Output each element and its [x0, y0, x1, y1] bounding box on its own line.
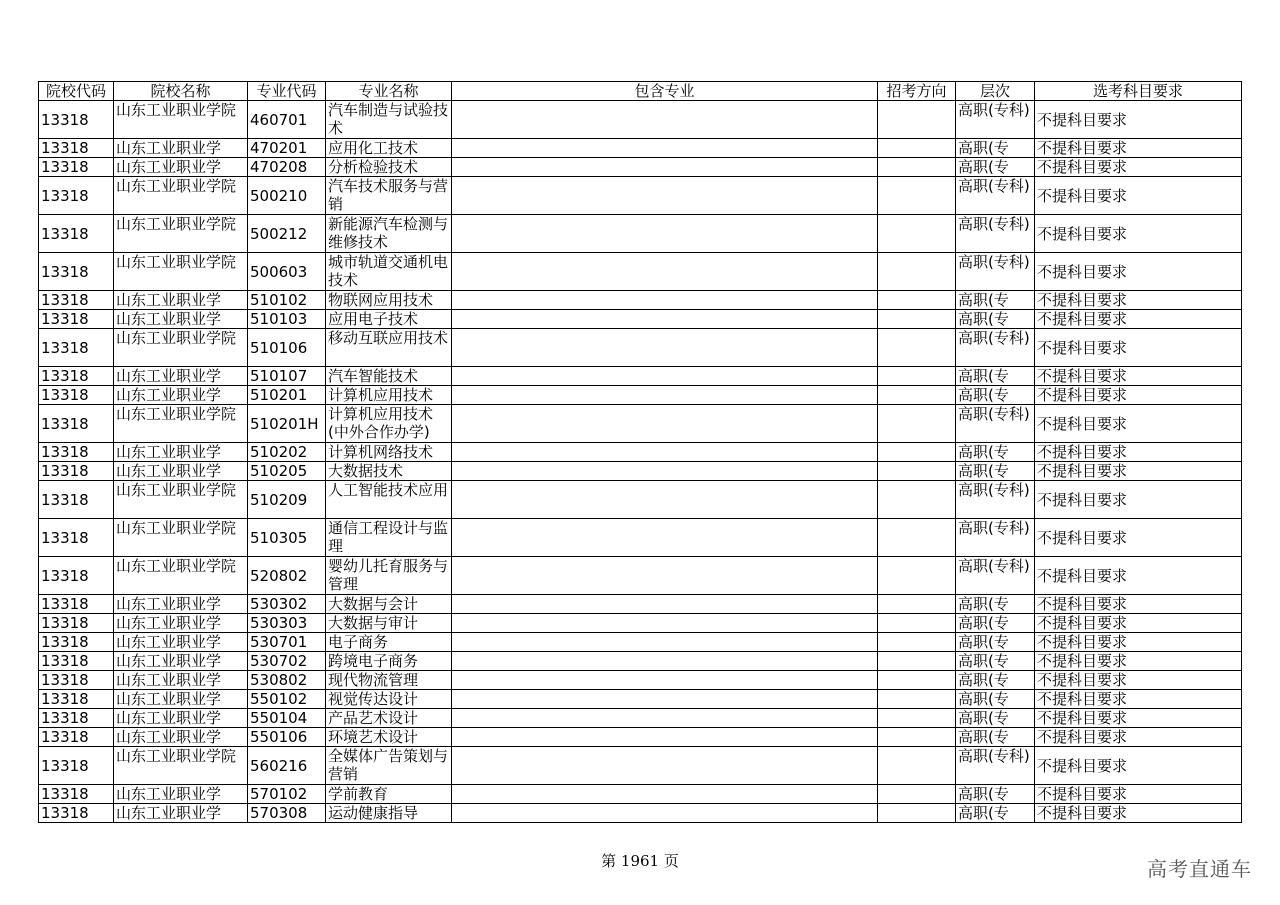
cell-school-code: 13318: [39, 709, 114, 728]
cell-subject-requirement: 不提科目要求: [1035, 386, 1242, 405]
cell-school-code: 13318: [39, 253, 114, 291]
cell-major-code: 500603: [248, 253, 326, 291]
cell-included-majors: [452, 443, 878, 462]
table-row: [39, 747, 1242, 785]
cell-major-name: 计算机网络技术: [326, 443, 452, 462]
cell-school-name: 山东工业职业学院: [114, 747, 248, 785]
cell-school-code: 13318: [39, 804, 114, 823]
cell-subject-requirement: 不提科目要求: [1035, 367, 1242, 386]
cell-direction: [878, 728, 956, 747]
cell-major-code: 470208: [248, 158, 326, 177]
cell-major-code: 520802: [248, 557, 326, 595]
cell-major-name: 分析检验技术: [326, 158, 452, 177]
cell-school-code: 13318: [39, 139, 114, 158]
cell-level: 高职(专科): [956, 557, 1035, 595]
cell-subject-requirement: 不提科目要求: [1035, 158, 1242, 177]
cell-subject-requirement: 不提科目要求: [1035, 728, 1242, 747]
cell-subject-requirement: 不提科目要求: [1035, 671, 1242, 690]
cell-school-name: 山东工业职业学院: [114, 519, 248, 557]
cell-major-code: 510201H: [248, 405, 326, 443]
cell-level: 高职(专: [956, 462, 1035, 481]
cell-included-majors: [452, 614, 878, 633]
cell-school-name: 山东工业职业学: [114, 614, 248, 633]
cell-major-name: 运动健康指导: [326, 804, 452, 823]
cell-direction: [878, 614, 956, 633]
table-row: [39, 557, 1242, 595]
table-row: [39, 158, 1242, 177]
cell-major-name: 产品艺术设计: [326, 709, 452, 728]
cell-level: 高职(专: [956, 785, 1035, 804]
cell-major-name: 婴幼儿托育服务与管理: [326, 557, 452, 595]
cell-school-code: 13318: [39, 728, 114, 747]
table-row: [39, 481, 1242, 519]
cell-major-code: 530701: [248, 633, 326, 652]
cell-major-name: 城市轨道交通机电技术: [326, 253, 452, 291]
cell-included-majors: [452, 310, 878, 329]
cell-school-name: 山东工业职业学院: [114, 215, 248, 253]
cell-major-code: 550102: [248, 690, 326, 709]
cell-included-majors: [452, 747, 878, 785]
cell-subject-requirement: 不提科目要求: [1035, 253, 1242, 291]
cell-subject-requirement: 不提科目要求: [1035, 310, 1242, 329]
cell-school-code: 13318: [39, 310, 114, 329]
cell-level: 高职(专: [956, 367, 1035, 386]
table-row: [39, 671, 1242, 690]
cell-school-code: 13318: [39, 690, 114, 709]
cell-school-code: 13318: [39, 462, 114, 481]
cell-school-code: 13318: [39, 595, 114, 614]
cell-direction: [878, 747, 956, 785]
table-row: [39, 177, 1242, 215]
cell-major-code: 530802: [248, 671, 326, 690]
cell-major-name: 汽车制造与试验技术: [326, 101, 452, 139]
cell-school-name: 山东工业职业学院: [114, 557, 248, 595]
cell-major-code: 570102: [248, 785, 326, 804]
cell-subject-requirement: 不提科目要求: [1035, 785, 1242, 804]
cell-school-name: 山东工业职业学: [114, 386, 248, 405]
cell-direction: [878, 101, 956, 139]
cell-level: 高职(专: [956, 595, 1035, 614]
cell-level: 高职(专科): [956, 329, 1035, 367]
header-included-majors: 包含专业: [452, 82, 878, 101]
cell-school-name: 山东工业职业学: [114, 367, 248, 386]
table-row: [39, 614, 1242, 633]
cell-school-code: 13318: [39, 557, 114, 595]
cell-major-code: 530303: [248, 614, 326, 633]
cell-included-majors: [452, 329, 878, 367]
cell-major-name: 移动互联应用技术: [326, 329, 452, 367]
cell-level: 高职(专: [956, 804, 1035, 823]
cell-subject-requirement: 不提科目要求: [1035, 405, 1242, 443]
cell-subject-requirement: 不提科目要求: [1035, 652, 1242, 671]
cell-included-majors: [452, 367, 878, 386]
cell-major-name: 大数据与会计: [326, 595, 452, 614]
cell-school-code: 13318: [39, 101, 114, 139]
cell-school-name: 山东工业职业学院: [114, 101, 248, 139]
cell-included-majors: [452, 158, 878, 177]
cell-included-majors: [452, 462, 878, 481]
cell-included-majors: [452, 690, 878, 709]
cell-major-name: 汽车技术服务与营销: [326, 177, 452, 215]
cell-subject-requirement: 不提科目要求: [1035, 329, 1242, 367]
admission-table: [38, 81, 1242, 823]
cell-level: 高职(专: [956, 614, 1035, 633]
cell-level: 高职(专: [956, 633, 1035, 652]
table-row: [39, 785, 1242, 804]
cell-subject-requirement: 不提科目要求: [1035, 481, 1242, 519]
cell-direction: [878, 405, 956, 443]
cell-major-name: 应用电子技术: [326, 310, 452, 329]
table-row: [39, 139, 1242, 158]
cell-major-code: 560216: [248, 747, 326, 785]
cell-subject-requirement: 不提科目要求: [1035, 709, 1242, 728]
cell-included-majors: [452, 671, 878, 690]
header-direction: 招考方向: [878, 82, 956, 101]
table-row: [39, 633, 1242, 652]
header-school-name: 院校名称: [114, 82, 248, 101]
cell-major-code: 550104: [248, 709, 326, 728]
cell-school-name: 山东工业职业学: [114, 291, 248, 310]
header-school-code: 院校代码: [39, 82, 114, 101]
header-level: 层次: [956, 82, 1035, 101]
cell-major-name: 大数据技术: [326, 462, 452, 481]
table-row: [39, 804, 1242, 823]
cell-school-name: 山东工业职业学院: [114, 177, 248, 215]
cell-level: 高职(专: [956, 690, 1035, 709]
cell-school-name: 山东工业职业学: [114, 709, 248, 728]
cell-level: 高职(专: [956, 443, 1035, 462]
cell-subject-requirement: 不提科目要求: [1035, 595, 1242, 614]
cell-school-name: 山东工业职业学: [114, 310, 248, 329]
cell-subject-requirement: 不提科目要求: [1035, 633, 1242, 652]
cell-level: 高职(专: [956, 671, 1035, 690]
table-row: [39, 519, 1242, 557]
cell-direction: [878, 215, 956, 253]
table-row: [39, 101, 1242, 139]
cell-school-code: 13318: [39, 443, 114, 462]
cell-direction: [878, 595, 956, 614]
cell-included-majors: [452, 709, 878, 728]
cell-included-majors: [452, 405, 878, 443]
cell-direction: [878, 139, 956, 158]
cell-direction: [878, 291, 956, 310]
table-row: [39, 215, 1242, 253]
cell-subject-requirement: 不提科目要求: [1035, 462, 1242, 481]
cell-school-name: 山东工业职业学院: [114, 405, 248, 443]
cell-major-name: 视觉传达设计: [326, 690, 452, 709]
cell-major-code: 510201: [248, 386, 326, 405]
cell-included-majors: [452, 652, 878, 671]
cell-major-code: 510106: [248, 329, 326, 367]
cell-direction: [878, 519, 956, 557]
cell-direction: [878, 481, 956, 519]
cell-major-name: 汽车智能技术: [326, 367, 452, 386]
page-number: 第 1961 页: [601, 852, 679, 870]
cell-school-name: 山东工业职业学: [114, 633, 248, 652]
cell-included-majors: [452, 728, 878, 747]
cell-school-code: 13318: [39, 519, 114, 557]
cell-level: 高职(专科): [956, 177, 1035, 215]
table-row: [39, 405, 1242, 443]
cell-major-code: 530702: [248, 652, 326, 671]
cell-included-majors: [452, 804, 878, 823]
cell-level: 高职(专: [956, 291, 1035, 310]
cell-school-code: 13318: [39, 614, 114, 633]
cell-direction: [878, 633, 956, 652]
cell-direction: [878, 671, 956, 690]
cell-direction: [878, 690, 956, 709]
cell-direction: [878, 158, 956, 177]
cell-level: 高职(专科): [956, 481, 1035, 519]
cell-included-majors: [452, 519, 878, 557]
cell-major-code: 510102: [248, 291, 326, 310]
cell-school-name: 山东工业职业学: [114, 671, 248, 690]
header-major-name: 专业名称: [326, 82, 452, 101]
cell-subject-requirement: 不提科目要求: [1035, 443, 1242, 462]
cell-level: 高职(专: [956, 652, 1035, 671]
cell-major-name: 大数据与审计: [326, 614, 452, 633]
cell-major-code: 510205: [248, 462, 326, 481]
table-row: [39, 310, 1242, 329]
cell-school-code: 13318: [39, 671, 114, 690]
cell-direction: [878, 177, 956, 215]
table-row: [39, 462, 1242, 481]
table-row: [39, 690, 1242, 709]
cell-school-code: 13318: [39, 291, 114, 310]
cell-major-name: 跨境电子商务: [326, 652, 452, 671]
cell-major-name: 通信工程设计与监理: [326, 519, 452, 557]
cell-major-name: 物联网应用技术: [326, 291, 452, 310]
cell-subject-requirement: 不提科目要求: [1035, 101, 1242, 139]
cell-direction: [878, 367, 956, 386]
cell-subject-requirement: 不提科目要求: [1035, 291, 1242, 310]
cell-included-majors: [452, 215, 878, 253]
cell-direction: [878, 709, 956, 728]
cell-included-majors: [452, 633, 878, 652]
cell-major-code: 510305: [248, 519, 326, 557]
cell-direction: [878, 462, 956, 481]
cell-subject-requirement: 不提科目要求: [1035, 747, 1242, 785]
cell-direction: [878, 785, 956, 804]
table-row: [39, 367, 1242, 386]
cell-included-majors: [452, 177, 878, 215]
cell-major-name: 全媒体广告策划与营销: [326, 747, 452, 785]
cell-level: 高职(专科): [956, 253, 1035, 291]
cell-included-majors: [452, 101, 878, 139]
cell-subject-requirement: 不提科目要求: [1035, 557, 1242, 595]
table-row: [39, 652, 1242, 671]
cell-direction: [878, 652, 956, 671]
table-row: [39, 728, 1242, 747]
cell-included-majors: [452, 386, 878, 405]
cell-school-code: 13318: [39, 652, 114, 671]
table-row: [39, 443, 1242, 462]
cell-level: 高职(专: [956, 709, 1035, 728]
cell-major-code: 510103: [248, 310, 326, 329]
table-row: [39, 291, 1242, 310]
cell-major-code: 510209: [248, 481, 326, 519]
cell-school-code: 13318: [39, 405, 114, 443]
cell-included-majors: [452, 557, 878, 595]
cell-level: 高职(专科): [956, 519, 1035, 557]
cell-major-name: 人工智能技术应用: [326, 481, 452, 519]
cell-subject-requirement: 不提科目要求: [1035, 690, 1242, 709]
cell-subject-requirement: 不提科目要求: [1035, 215, 1242, 253]
cell-included-majors: [452, 595, 878, 614]
cell-direction: [878, 804, 956, 823]
cell-school-code: 13318: [39, 785, 114, 804]
cell-school-name: 山东工业职业学: [114, 139, 248, 158]
cell-major-name: 新能源汽车检测与维修技术: [326, 215, 452, 253]
cell-included-majors: [452, 785, 878, 804]
cell-level: 高职(专科): [956, 101, 1035, 139]
cell-level: 高职(专: [956, 139, 1035, 158]
cell-included-majors: [452, 139, 878, 158]
cell-school-name: 山东工业职业学院: [114, 253, 248, 291]
table-row: [39, 253, 1242, 291]
cell-direction: [878, 253, 956, 291]
cell-included-majors: [452, 291, 878, 310]
cell-school-code: 13318: [39, 747, 114, 785]
table-body: [39, 101, 1242, 823]
cell-level: 高职(专: [956, 158, 1035, 177]
cell-level: 高职(专: [956, 310, 1035, 329]
cell-school-name: 山东工业职业学: [114, 728, 248, 747]
cell-school-code: 13318: [39, 367, 114, 386]
cell-major-code: 500212: [248, 215, 326, 253]
cell-subject-requirement: 不提科目要求: [1035, 139, 1242, 158]
cell-subject-requirement: 不提科目要求: [1035, 804, 1242, 823]
cell-major-code: 460701: [248, 101, 326, 139]
cell-major-code: 510107: [248, 367, 326, 386]
cell-direction: [878, 386, 956, 405]
cell-direction: [878, 329, 956, 367]
cell-included-majors: [452, 481, 878, 519]
cell-school-code: 13318: [39, 386, 114, 405]
cell-major-code: 500210: [248, 177, 326, 215]
cell-major-name: 环境艺术设计: [326, 728, 452, 747]
table-row: [39, 386, 1242, 405]
cell-subject-requirement: 不提科目要求: [1035, 614, 1242, 633]
header-row: [39, 82, 1242, 101]
cell-major-code: 550106: [248, 728, 326, 747]
header-subject-requirement: 选考科目要求: [1035, 82, 1242, 101]
cell-level: 高职(专科): [956, 405, 1035, 443]
watermark: 高考直通车: [1147, 857, 1252, 881]
cell-subject-requirement: 不提科目要求: [1035, 519, 1242, 557]
cell-level: 高职(专: [956, 728, 1035, 747]
cell-subject-requirement: 不提科目要求: [1035, 177, 1242, 215]
cell-major-name: 计算机应用技术: [326, 386, 452, 405]
cell-major-name: 计算机应用技术(中外合作办学): [326, 405, 452, 443]
cell-level: 高职(专科): [956, 747, 1035, 785]
cell-school-code: 13318: [39, 633, 114, 652]
cell-school-code: 13318: [39, 215, 114, 253]
cell-included-majors: [452, 253, 878, 291]
cell-school-code: 13318: [39, 158, 114, 177]
cell-school-name: 山东工业职业学: [114, 785, 248, 804]
header-major-code: 专业代码: [248, 82, 326, 101]
cell-school-name: 山东工业职业学: [114, 690, 248, 709]
cell-school-code: 13318: [39, 329, 114, 367]
cell-school-name: 山东工业职业学: [114, 804, 248, 823]
cell-level: 高职(专: [956, 386, 1035, 405]
cell-direction: [878, 557, 956, 595]
cell-school-name: 山东工业职业学: [114, 443, 248, 462]
cell-school-code: 13318: [39, 481, 114, 519]
table-row: [39, 709, 1242, 728]
cell-major-code: 470201: [248, 139, 326, 158]
cell-direction: [878, 310, 956, 329]
cell-major-name: 电子商务: [326, 633, 452, 652]
cell-major-code: 570308: [248, 804, 326, 823]
cell-school-name: 山东工业职业学: [114, 595, 248, 614]
cell-school-name: 山东工业职业学: [114, 652, 248, 671]
table-row: [39, 329, 1242, 367]
cell-major-code: 530302: [248, 595, 326, 614]
cell-school-name: 山东工业职业学院: [114, 481, 248, 519]
cell-major-name: 应用化工技术: [326, 139, 452, 158]
cell-major-code: 510202: [248, 443, 326, 462]
cell-direction: [878, 443, 956, 462]
cell-school-name: 山东工业职业学: [114, 158, 248, 177]
cell-school-name: 山东工业职业学: [114, 462, 248, 481]
cell-school-code: 13318: [39, 177, 114, 215]
cell-level: 高职(专科): [956, 215, 1035, 253]
cell-major-name: 学前教育: [326, 785, 452, 804]
table-row: [39, 595, 1242, 614]
cell-school-name: 山东工业职业学院: [114, 329, 248, 367]
cell-major-name: 现代物流管理: [326, 671, 452, 690]
